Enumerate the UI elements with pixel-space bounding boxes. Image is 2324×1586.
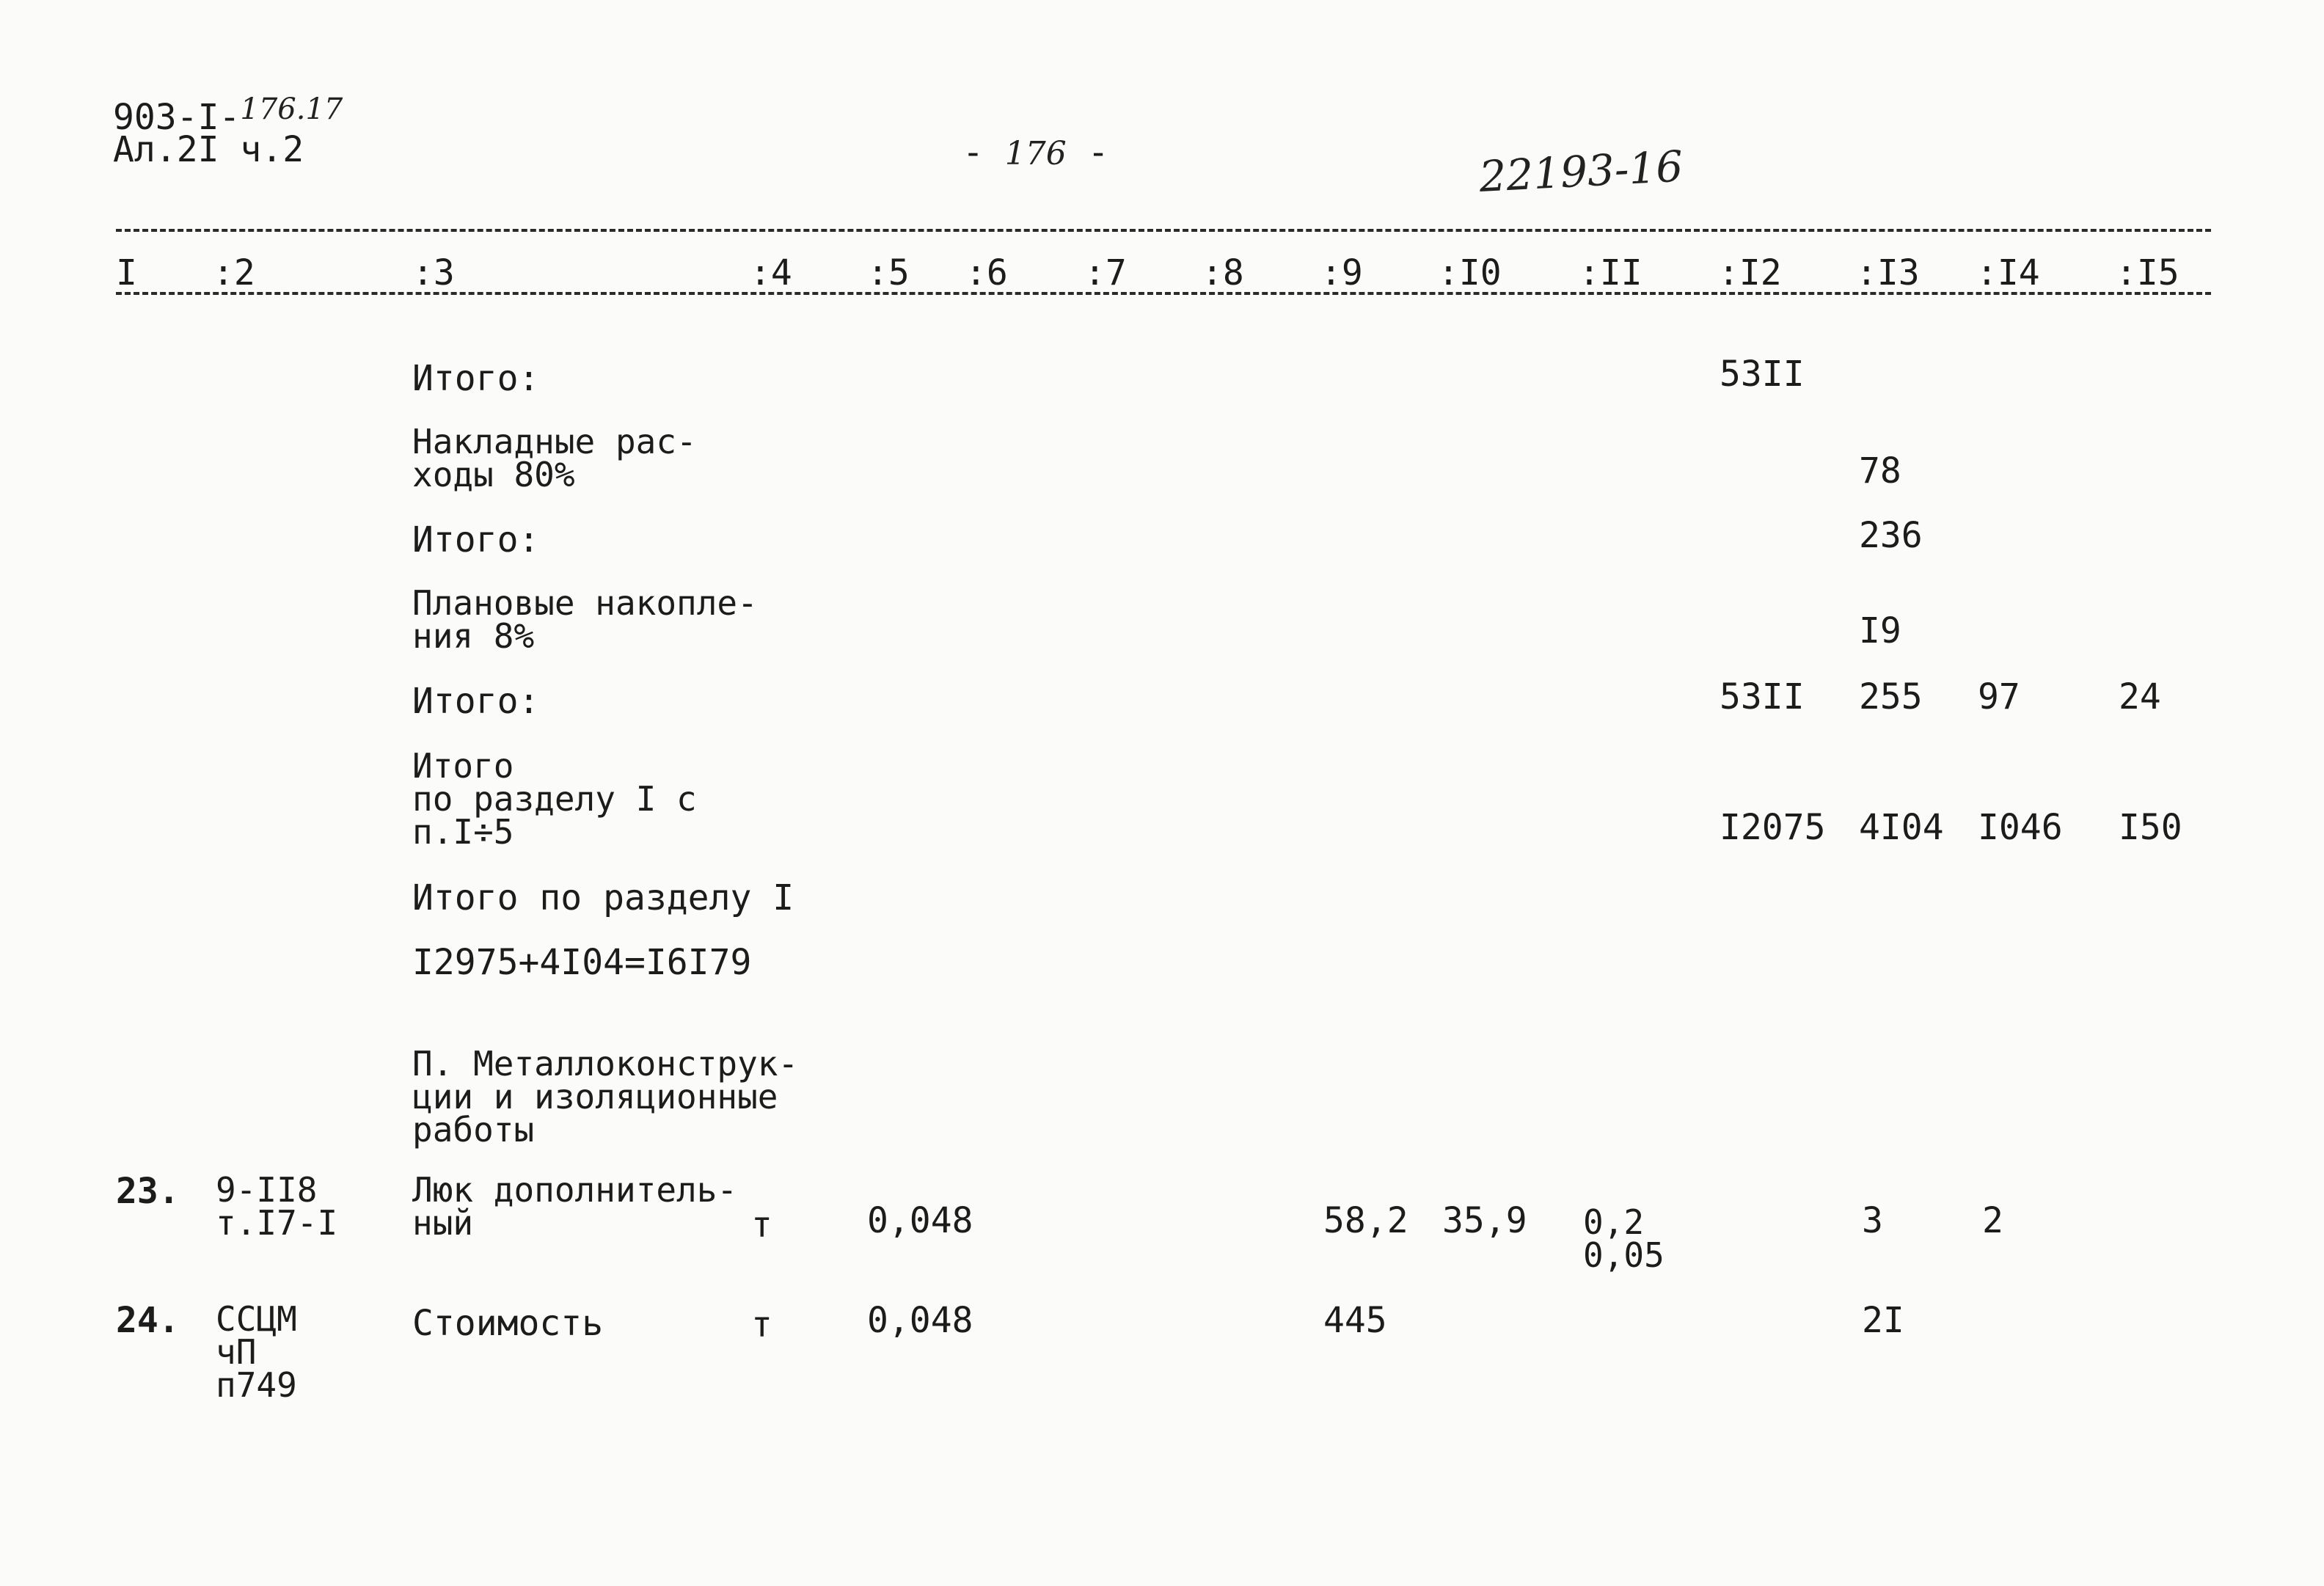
total-formula: I2975+4I04=I6I79 — [412, 942, 752, 983]
cell-col12: 53II — [1720, 354, 1805, 395]
item-unit: т — [751, 1304, 772, 1345]
section-title — [412, 1044, 799, 1150]
page-number-handwritten: 176 — [1004, 135, 1067, 172]
cell-col13: 236 — [1859, 515, 1923, 556]
cell-col9: 445 — [1323, 1300, 1387, 1341]
column-header: I — [116, 252, 137, 293]
cell-col11 — [1583, 1202, 1665, 1276]
cell-col13: 255 — [1859, 676, 1923, 717]
item-quantity: 0,048 — [867, 1300, 973, 1341]
column-header: :4 — [750, 252, 792, 293]
cell-col12: I2075 — [1720, 807, 1826, 848]
row-label: Итого: — [412, 519, 540, 560]
cell-col13: 2I — [1862, 1300, 1904, 1341]
column-header: :8 — [1202, 252, 1244, 293]
header-bottom-rule — [116, 292, 2211, 295]
item-name — [412, 1170, 738, 1243]
item-code — [216, 1170, 338, 1243]
cell-col13: 3 — [1862, 1200, 1883, 1241]
section-title-line: работы — [412, 1110, 535, 1150]
column-header: :3 — [412, 252, 455, 293]
item-unit: т — [751, 1205, 772, 1246]
cell-col13: 78 — [1859, 450, 1901, 491]
item-code — [216, 1299, 297, 1406]
column-header: :7 — [1084, 252, 1127, 293]
cell-col11-line: 0,05 — [1583, 1235, 1665, 1276]
doc-series-printed: 903-I- — [113, 97, 241, 138]
row-label — [412, 746, 697, 852]
page-number — [962, 132, 1109, 173]
item-name-line: ный — [412, 1203, 474, 1243]
section-title-line: ции и изоляционные — [412, 1077, 778, 1117]
cell-col13: 4I04 — [1859, 807, 1944, 848]
column-header: :9 — [1320, 252, 1363, 293]
row-label: Итого: — [412, 681, 540, 722]
item-code-line: т.I7-I — [216, 1203, 338, 1243]
row-label: Итого: — [412, 358, 540, 399]
cell-col10: 35,9 — [1442, 1200, 1527, 1241]
cell-col15: I50 — [2119, 807, 2182, 848]
item-quantity: 0,048 — [867, 1200, 973, 1241]
table-top-rule — [116, 229, 2211, 232]
row-label-line: Плановые накопле- — [412, 583, 758, 623]
item-number: 23. — [116, 1171, 180, 1212]
row-label: Итого по разделу I — [412, 877, 794, 918]
item-name-line: Люк дополнитель- — [412, 1170, 738, 1210]
page-number-prefix: - — [962, 132, 1005, 173]
row-label-line: п.I÷5 — [412, 812, 514, 852]
cell-col9: 58,2 — [1323, 1200, 1408, 1241]
item-code-line: ССЦМ — [216, 1299, 297, 1339]
item-code-line: п749 — [216, 1365, 297, 1406]
column-header: :I4 — [1976, 252, 2040, 293]
column-header: :6 — [965, 252, 1008, 293]
column-header: :I0 — [1438, 252, 1502, 293]
item-code-line: 9-II8 — [216, 1170, 318, 1210]
row-label-line: ния 8% — [412, 616, 535, 657]
column-header: :I2 — [1718, 252, 1782, 293]
item-code-line: чП — [216, 1332, 257, 1373]
row-label-line: по разделу I с — [412, 779, 697, 819]
column-header: :II — [1579, 252, 1642, 293]
column-header: :I5 — [2116, 252, 2179, 293]
item-number: 24. — [116, 1300, 180, 1341]
cell-col14: I046 — [1978, 807, 2063, 848]
row-label-line: Итого — [412, 746, 514, 786]
cell-col12: 53II — [1720, 676, 1805, 717]
page-number-suffix: - — [1066, 132, 1109, 173]
item-name: Стоимость — [412, 1303, 604, 1344]
cell-col14: 97 — [1978, 676, 2020, 717]
doc-series-handwritten: 176.17 — [240, 92, 343, 126]
document-number: 22193-16 — [1477, 141, 1684, 202]
cell-col11-line: 0,2 — [1583, 1202, 1645, 1242]
cell-col15: 24 — [2119, 676, 2161, 717]
section-title-line: П. Металлоконструк- — [412, 1044, 799, 1083]
row-label-line: Накладные рас- — [412, 422, 697, 461]
cell-col13: I9 — [1859, 610, 1901, 651]
album-label: Ал.2I ч.2 — [113, 129, 304, 170]
column-header: :5 — [867, 252, 910, 293]
column-header: :2 — [213, 252, 255, 293]
row-label-line: ходы 80% — [412, 455, 575, 495]
row-label — [412, 422, 697, 495]
row-label — [412, 583, 758, 657]
cell-col14: 2 — [1982, 1200, 2003, 1241]
column-header: :I3 — [1856, 252, 1920, 293]
